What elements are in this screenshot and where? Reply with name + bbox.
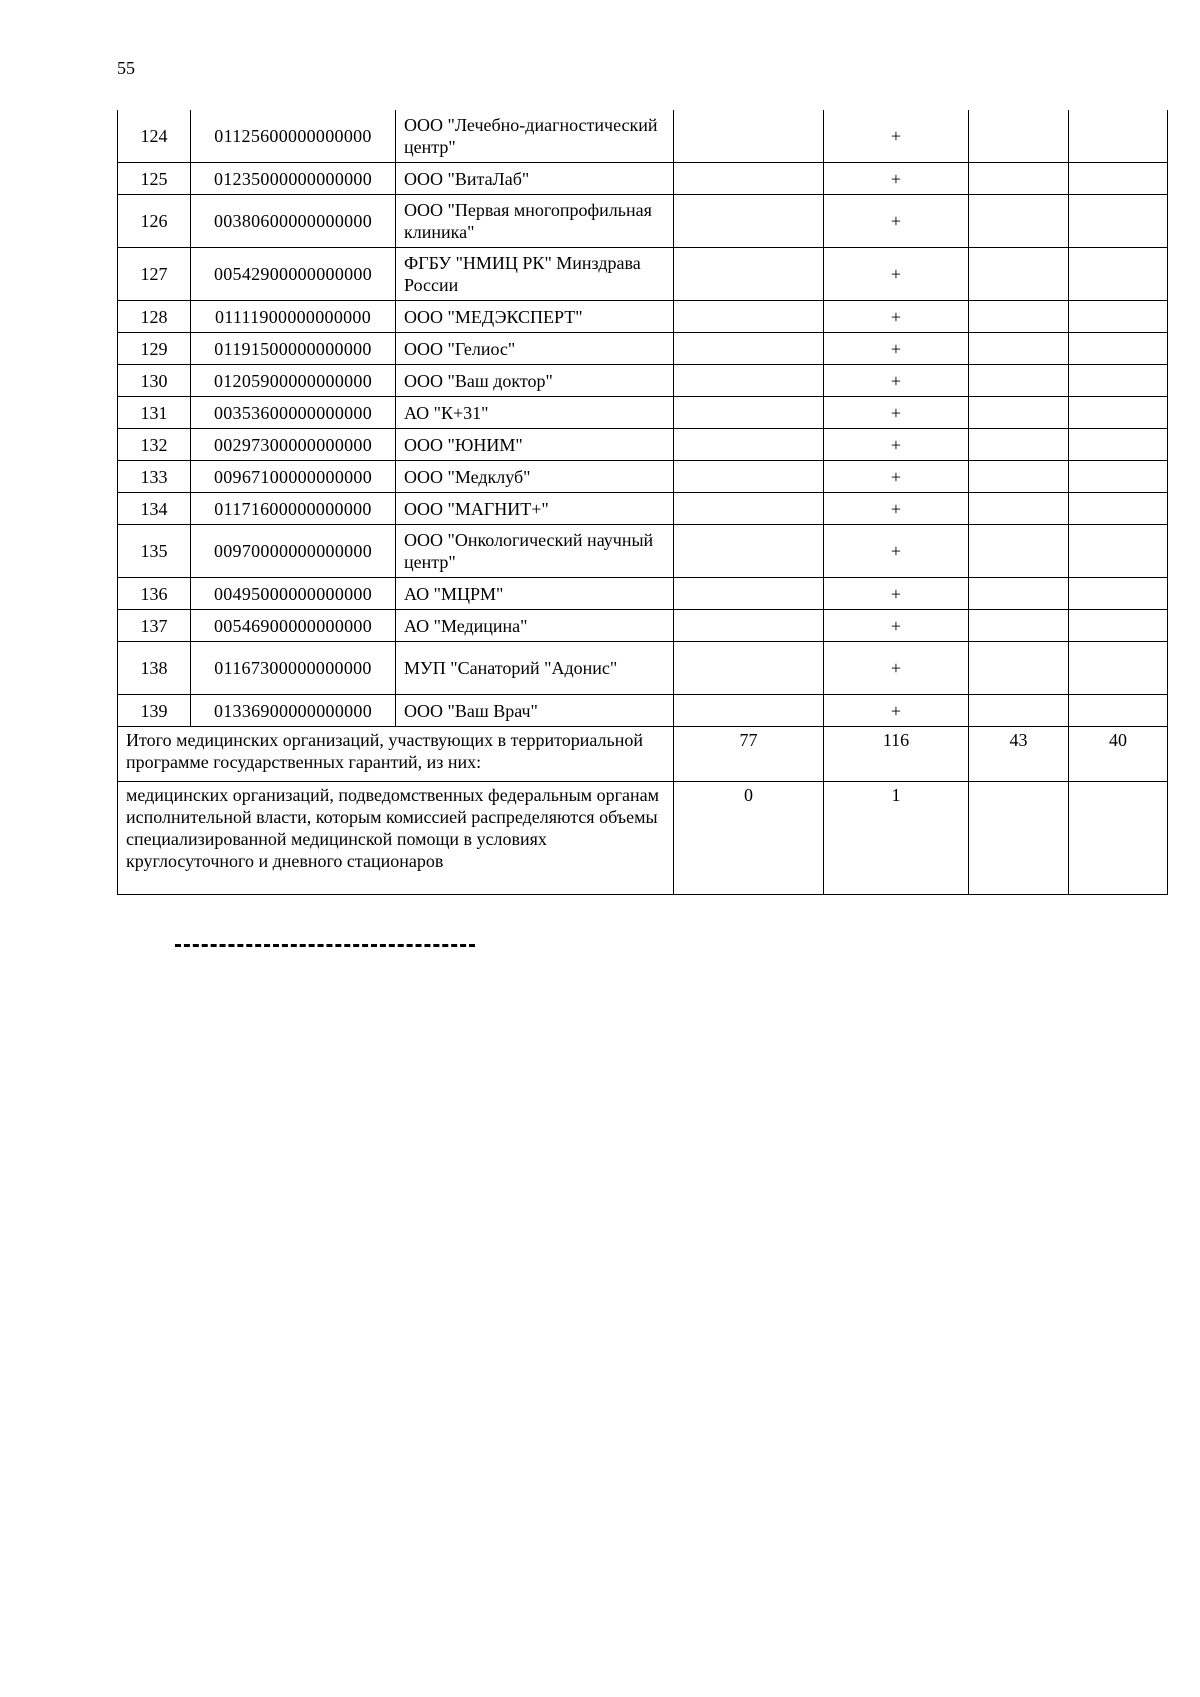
row-organization-name: ООО "МЕДЭКСПЕРТ" (396, 301, 674, 333)
row-cell-empty (674, 397, 824, 429)
row-code: 01167300000000000 (191, 642, 396, 695)
table-row (118, 195, 1168, 248)
row-cell-empty (969, 365, 1069, 397)
row-mark: + (824, 695, 969, 727)
end-dash-line (175, 944, 475, 947)
row-cell-empty (674, 642, 824, 695)
organizations-table (117, 110, 1168, 895)
row-cell-empty (969, 397, 1069, 429)
row-number: 124 (118, 110, 191, 163)
table-row (118, 163, 1168, 195)
table-row (118, 610, 1168, 642)
row-cell-empty (1069, 461, 1168, 493)
row-mark: + (824, 163, 969, 195)
row-code: 00353600000000000 (191, 397, 396, 429)
table-row (118, 578, 1168, 610)
subtotal-row (118, 782, 1168, 895)
row-cell-empty (1069, 333, 1168, 365)
row-cell-empty (969, 610, 1069, 642)
row-number: 133 (118, 461, 191, 493)
row-cell-empty (969, 525, 1069, 578)
row-code: 01125600000000000 (191, 110, 396, 163)
row-cell-empty (1069, 642, 1168, 695)
subtotal-label: медицинских организаций, подведомственных федеральным органам исполнительной власти, которым комиссией распределяются объемы специализированной медицинской помощи в условиях круглосуточного и дневного стационаров (118, 782, 674, 895)
table-row (118, 333, 1168, 365)
row-cell-empty (969, 429, 1069, 461)
row-cell-empty (674, 525, 824, 578)
row-code: 01235000000000000 (191, 163, 396, 195)
row-mark: + (824, 525, 969, 578)
row-code: 01336900000000000 (191, 695, 396, 727)
row-cell-empty (1069, 429, 1168, 461)
row-number: 139 (118, 695, 191, 727)
total-value: 116 (824, 727, 969, 782)
table-row (118, 248, 1168, 301)
row-number: 135 (118, 525, 191, 578)
subtotal-value (969, 782, 1069, 895)
row-organization-name: ООО "МАГНИТ+" (396, 493, 674, 525)
row-cell-empty (1069, 578, 1168, 610)
row-mark: + (824, 642, 969, 695)
row-cell-empty (674, 365, 824, 397)
row-mark: + (824, 461, 969, 493)
row-cell-empty (969, 642, 1069, 695)
row-cell-empty (969, 578, 1069, 610)
subtotal-value (1069, 782, 1168, 895)
page-number: 55 (117, 58, 135, 78)
row-mark: + (824, 110, 969, 163)
row-code: 00970000000000000 (191, 525, 396, 578)
row-number: 130 (118, 365, 191, 397)
row-cell-empty (969, 333, 1069, 365)
row-mark: + (824, 195, 969, 248)
row-cell-empty (674, 301, 824, 333)
row-number: 138 (118, 642, 191, 695)
row-number: 136 (118, 578, 191, 610)
row-cell-empty (674, 110, 824, 163)
row-mark: + (824, 333, 969, 365)
total-value: 43 (969, 727, 1069, 782)
row-cell-empty (1069, 695, 1168, 727)
row-cell-empty (1069, 525, 1168, 578)
row-mark: + (824, 365, 969, 397)
row-cell-empty (674, 578, 824, 610)
row-code: 00542900000000000 (191, 248, 396, 301)
row-organization-name: ООО "Первая многопрофильная клиника" (396, 195, 674, 248)
row-code: 01171600000000000 (191, 493, 396, 525)
total-label: Итого медицинских организаций, участвующих в территориальной программе государственных гарантий, из них: (118, 727, 674, 782)
row-cell-empty (1069, 301, 1168, 333)
row-organization-name: ООО "Онкологический научный центр" (396, 525, 674, 578)
row-code: 00297300000000000 (191, 429, 396, 461)
total-value: 40 (1069, 727, 1168, 782)
subtotal-value: 0 (674, 782, 824, 895)
table-row (118, 301, 1168, 333)
row-cell-empty (1069, 195, 1168, 248)
row-cell-empty (674, 461, 824, 493)
row-number: 131 (118, 397, 191, 429)
row-organization-name: ООО "Ваш доктор" (396, 365, 674, 397)
row-organization-name: МУП "Санаторий "Адонис" (396, 642, 674, 695)
row-cell-empty (674, 429, 824, 461)
row-mark: + (824, 493, 969, 525)
row-cell-empty (1069, 493, 1168, 525)
table-row (118, 461, 1168, 493)
row-code: 00546900000000000 (191, 610, 396, 642)
row-number: 134 (118, 493, 191, 525)
total-row (118, 727, 1168, 782)
total-value: 77 (674, 727, 824, 782)
row-mark: + (824, 248, 969, 301)
row-code: 01111900000000000 (191, 301, 396, 333)
row-cell-empty (1069, 163, 1168, 195)
row-cell-empty (969, 195, 1069, 248)
row-cell-empty (969, 461, 1069, 493)
row-cell-empty (674, 610, 824, 642)
row-organization-name: ООО "Лечебно-диагностический центр" (396, 110, 674, 163)
row-cell-empty (969, 163, 1069, 195)
table-row (118, 110, 1168, 163)
row-organization-name: ООО "ЮНИМ" (396, 429, 674, 461)
row-number: 137 (118, 610, 191, 642)
row-code: 00967100000000000 (191, 461, 396, 493)
row-organization-name: ООО "Гелиос" (396, 333, 674, 365)
table-row (118, 642, 1168, 695)
row-number: 125 (118, 163, 191, 195)
row-organization-name: ООО "Медклуб" (396, 461, 674, 493)
row-mark: + (824, 610, 969, 642)
row-cell-empty (1069, 610, 1168, 642)
row-cell-empty (674, 248, 824, 301)
row-number: 126 (118, 195, 191, 248)
row-code: 01191500000000000 (191, 333, 396, 365)
table-row (118, 695, 1168, 727)
table-row (118, 397, 1168, 429)
row-organization-name: ООО "Ваш Врач" (396, 695, 674, 727)
row-mark: + (824, 429, 969, 461)
row-cell-empty (674, 195, 824, 248)
row-organization-name: ФГБУ "НМИЦ РК" Минздрава России (396, 248, 674, 301)
row-cell-empty (1069, 110, 1168, 163)
row-cell-empty (969, 695, 1069, 727)
row-cell-empty (674, 333, 824, 365)
row-code: 00380600000000000 (191, 195, 396, 248)
row-code: 01205900000000000 (191, 365, 396, 397)
row-number: 127 (118, 248, 191, 301)
row-cell-empty (1069, 365, 1168, 397)
row-mark: + (824, 397, 969, 429)
row-code: 00495000000000000 (191, 578, 396, 610)
row-number: 132 (118, 429, 191, 461)
row-cell-empty (969, 110, 1069, 163)
row-number: 128 (118, 301, 191, 333)
row-organization-name: ООО "ВитаЛаб" (396, 163, 674, 195)
row-organization-name: АО "Медицина" (396, 610, 674, 642)
row-mark: + (824, 301, 969, 333)
row-mark: + (824, 578, 969, 610)
table-row (118, 365, 1168, 397)
row-number: 129 (118, 333, 191, 365)
row-cell-empty (1069, 397, 1168, 429)
row-organization-name: АО "МЦРМ" (396, 578, 674, 610)
table-row (118, 493, 1168, 525)
row-cell-empty (674, 493, 824, 525)
row-cell-empty (674, 695, 824, 727)
row-cell-empty (969, 301, 1069, 333)
row-cell-empty (969, 248, 1069, 301)
row-cell-empty (674, 163, 824, 195)
table-row (118, 429, 1168, 461)
row-organization-name: АО "К+31" (396, 397, 674, 429)
subtotal-value: 1 (824, 782, 969, 895)
row-cell-empty (969, 493, 1069, 525)
row-cell-empty (1069, 248, 1168, 301)
table-row (118, 525, 1168, 578)
